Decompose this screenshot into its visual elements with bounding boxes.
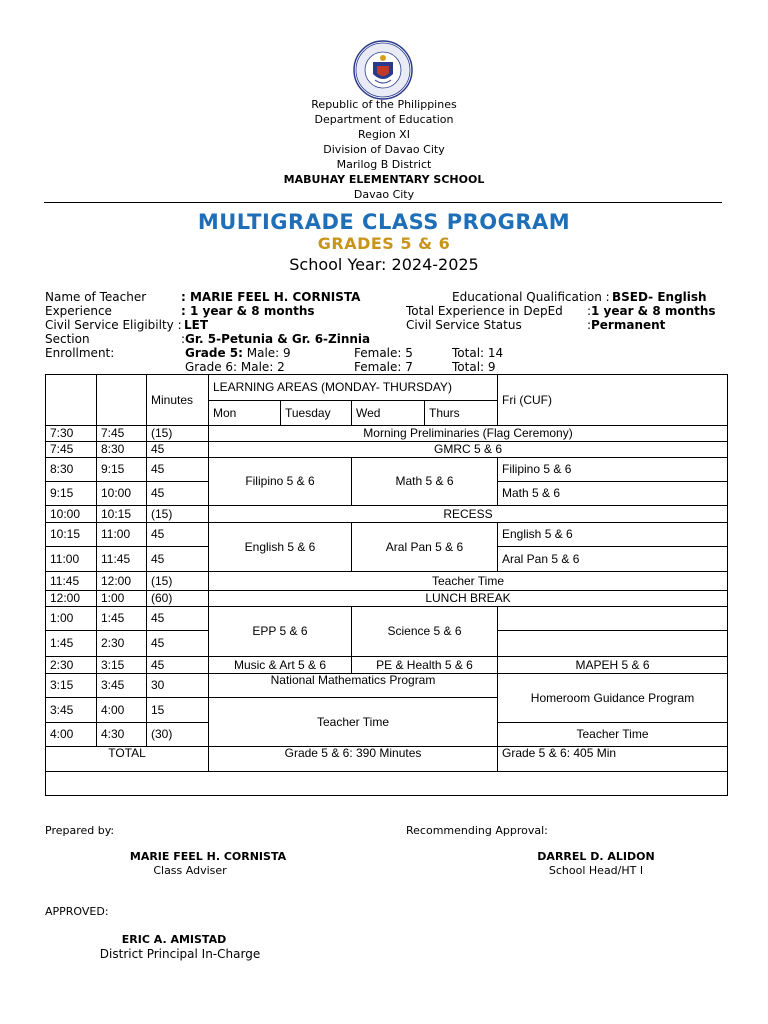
friday-subject xyxy=(498,607,728,631)
grade5-total: Total: 14 xyxy=(452,346,504,360)
start-time: 10:15 xyxy=(46,523,97,547)
table-row xyxy=(46,458,728,482)
start-time: 1:45 xyxy=(46,631,97,657)
table-row xyxy=(46,426,728,442)
activity-span: RECESS xyxy=(209,506,728,523)
start-time: 1:00 xyxy=(46,607,97,631)
table-row xyxy=(46,442,728,458)
subject-mon-tue: EPP 5 & 6 xyxy=(209,607,352,657)
subject-mon-tue: English 5 & 6 xyxy=(209,523,352,572)
end-time: 12:00 xyxy=(97,572,147,591)
day-header: Wed xyxy=(352,401,425,426)
section-colon: : xyxy=(181,332,186,346)
page-subtitle: GRADES 5 & 6 xyxy=(317,234,451,253)
minutes-cell: 45 xyxy=(147,458,209,482)
deped-experience-label: Total Experience in DepEd xyxy=(406,304,563,318)
teacher-label: Name of Teacher xyxy=(45,290,147,304)
minutes-cell: 45 xyxy=(147,482,209,506)
civil-service-value: LET xyxy=(184,318,209,332)
qualification-value: BSED- English xyxy=(612,290,707,304)
start-time: 10:00 xyxy=(46,506,97,523)
subject-wed-thu: Math 5 & 6 xyxy=(352,458,498,506)
recommend-label: Recommending Approval: xyxy=(406,824,548,837)
start-time: 3:45 xyxy=(46,698,97,723)
header-divider xyxy=(44,202,722,203)
grade5-label: Grade 5: xyxy=(185,346,243,360)
grade5-male: Male: 9 xyxy=(242,346,291,360)
subject-mon-tue: Filipino 5 & 6 xyxy=(209,458,352,506)
table-row xyxy=(46,657,728,674)
minutes-cell: 45 xyxy=(147,631,209,657)
experience-value: : 1 year & 8 months xyxy=(181,304,315,318)
end-time: 3:15 xyxy=(97,657,147,674)
civil-status-value: Permanent xyxy=(591,318,666,332)
end-time: 11:00 xyxy=(97,523,147,547)
minutes-cell: (60) xyxy=(147,591,209,607)
class-program-table xyxy=(45,374,728,796)
end-time: 7:45 xyxy=(97,426,147,442)
friday-subject: Teacher Time xyxy=(498,723,728,747)
subject-wed-thu: Science 5 & 6 xyxy=(352,607,498,657)
grade6-total: Total: 9 xyxy=(452,360,496,374)
minutes-cell: (30) xyxy=(147,723,209,747)
total-label: TOTAL xyxy=(46,747,209,772)
total-friday: Grade 5 & 6: 405 Min xyxy=(498,747,728,772)
end-time: 1:00 xyxy=(97,591,147,607)
total-row xyxy=(46,747,728,772)
city-name: Davao City xyxy=(353,188,415,201)
start-time: 8:30 xyxy=(46,458,97,482)
recommend-role: School Head/HT I xyxy=(548,864,644,877)
header-line: Division of Davao City xyxy=(323,143,445,156)
minutes-cell: (15) xyxy=(147,426,209,442)
subject-mon-tue: Music & Art 5 & 6 xyxy=(209,657,352,674)
start-time: 2:30 xyxy=(46,657,97,674)
friday-subject: Math 5 & 6 xyxy=(498,482,728,506)
activity-span: Morning Preliminaries (Flag Ceremony) xyxy=(209,426,728,442)
enrollment-grade5 xyxy=(185,347,291,361)
start-time: 11:45 xyxy=(46,572,97,591)
end-time: 4:00 xyxy=(97,698,147,723)
deped-experience-value: 1 year & 8 months xyxy=(591,304,716,318)
minutes-cell: 45 xyxy=(147,607,209,631)
start-time: 12:00 xyxy=(46,591,97,607)
header-line: Region XI xyxy=(358,128,410,141)
prepared-label: Prepared by: xyxy=(45,824,115,837)
blank-row xyxy=(46,772,728,796)
header-line: Marilog B District xyxy=(336,158,432,171)
deped-seal-logo xyxy=(353,40,413,100)
end-time: 8:30 xyxy=(97,442,147,458)
friday-subject: Homeroom Guidance Program xyxy=(498,674,728,723)
table-row xyxy=(46,572,728,591)
header-line: Department of Education xyxy=(314,113,454,126)
table-row xyxy=(46,506,728,523)
civil-status-label: Civil Service Status xyxy=(406,318,522,332)
section-label: Section xyxy=(45,332,90,346)
deped-colon: : xyxy=(587,304,592,318)
start-time: 7:30 xyxy=(46,426,97,442)
header-start-cell xyxy=(46,375,97,426)
friday-subject xyxy=(498,631,728,657)
teacher-value: : MARIE FEEL H. CORNISTA xyxy=(181,290,361,304)
end-time: 11:45 xyxy=(97,547,147,572)
table-header-row xyxy=(46,375,728,401)
header-line: Republic of the Philippines xyxy=(311,98,457,111)
prepared-name: MARIE FEEL H. CORNISTA xyxy=(129,850,287,863)
header-end-cell xyxy=(97,375,147,426)
grade5-female: Female: 5 xyxy=(354,346,413,360)
civil-service-label: Civil Service Eligibilty : xyxy=(45,318,182,332)
grade6-male: Grade 6: Male: 2 xyxy=(185,360,285,374)
total-mon-thu: Grade 5 & 6: 390 Minutes xyxy=(209,747,498,772)
end-time: 1:45 xyxy=(97,607,147,631)
friday-subject: Aral Pan 5 & 6 xyxy=(498,547,728,572)
experience-label: Experience xyxy=(45,304,112,318)
minutes-cell: 45 xyxy=(147,523,209,547)
civil-status-colon: : xyxy=(587,318,592,332)
minutes-cell: (15) xyxy=(147,572,209,591)
end-time: 4:30 xyxy=(97,723,147,747)
recommend-name: DARREL D. ALIDON xyxy=(537,850,655,863)
activity-span: National Mathematics Program xyxy=(209,674,498,698)
day-header: Mon xyxy=(209,401,281,426)
friday-subject: MAPEH 5 & 6 xyxy=(498,657,728,674)
end-time: 2:30 xyxy=(97,631,147,657)
end-time: 3:45 xyxy=(97,674,147,698)
friday-subject: English 5 & 6 xyxy=(498,523,728,547)
activity-span: Teacher Time xyxy=(209,698,498,747)
grade6-female: Female: 7 xyxy=(354,360,413,374)
approved-role: District Principal In-Charge xyxy=(99,947,261,961)
activity-span: Teacher Time xyxy=(209,572,728,591)
table-row xyxy=(46,591,728,607)
section-value: Gr. 5-Petunia & Gr. 6-Zinnia xyxy=(185,332,371,346)
school-year: School Year: 2024-2025 xyxy=(289,255,479,274)
learning-areas-header: LEARNING AREAS (MONDAY- THURSDAY) xyxy=(209,375,498,401)
approved-label: APPROVED: xyxy=(45,905,109,918)
start-time: 4:00 xyxy=(46,723,97,747)
blank-cell xyxy=(46,772,728,796)
minutes-cell: 45 xyxy=(147,442,209,458)
friday-subject: Filipino 5 & 6 xyxy=(498,458,728,482)
approved-name: ERIC A. AMISTAD xyxy=(121,933,227,946)
day-header: Tuesday xyxy=(281,401,352,426)
minutes-cell: 15 xyxy=(147,698,209,723)
minutes-cell: 45 xyxy=(147,657,209,674)
minutes-header: Minutes xyxy=(147,375,209,426)
agency-header xyxy=(0,97,768,202)
subject-wed-thu: Aral Pan 5 & 6 xyxy=(352,523,498,572)
school-name: MABUHAY ELEMENTARY SCHOOL xyxy=(283,173,485,186)
table-row xyxy=(46,607,728,631)
start-time: 11:00 xyxy=(46,547,97,572)
prepared-role: Class Adviser xyxy=(153,864,227,877)
start-time: 3:15 xyxy=(46,674,97,698)
page-title: MULTIGRADE CLASS PROGRAM xyxy=(197,210,571,234)
enrollment-label: Enrollment: xyxy=(45,346,115,360)
minutes-cell: (15) xyxy=(147,506,209,523)
start-time: 9:15 xyxy=(46,482,97,506)
day-header: Thurs xyxy=(425,401,498,426)
minutes-cell: 30 xyxy=(147,674,209,698)
start-time: 7:45 xyxy=(46,442,97,458)
activity-span: LUNCH BREAK xyxy=(209,591,728,607)
minutes-cell: 45 xyxy=(147,547,209,572)
end-time: 10:00 xyxy=(97,482,147,506)
activity-span: GMRC 5 & 6 xyxy=(209,442,728,458)
end-time: 10:15 xyxy=(97,506,147,523)
table-row xyxy=(46,674,728,698)
friday-header: Fri (CUF) xyxy=(498,375,728,426)
end-time: 9:15 xyxy=(97,458,147,482)
subject-wed-thu: PE & Health 5 & 6 xyxy=(352,657,498,674)
qualification-label: Educational Qualification : xyxy=(452,290,610,304)
table-row xyxy=(46,523,728,547)
